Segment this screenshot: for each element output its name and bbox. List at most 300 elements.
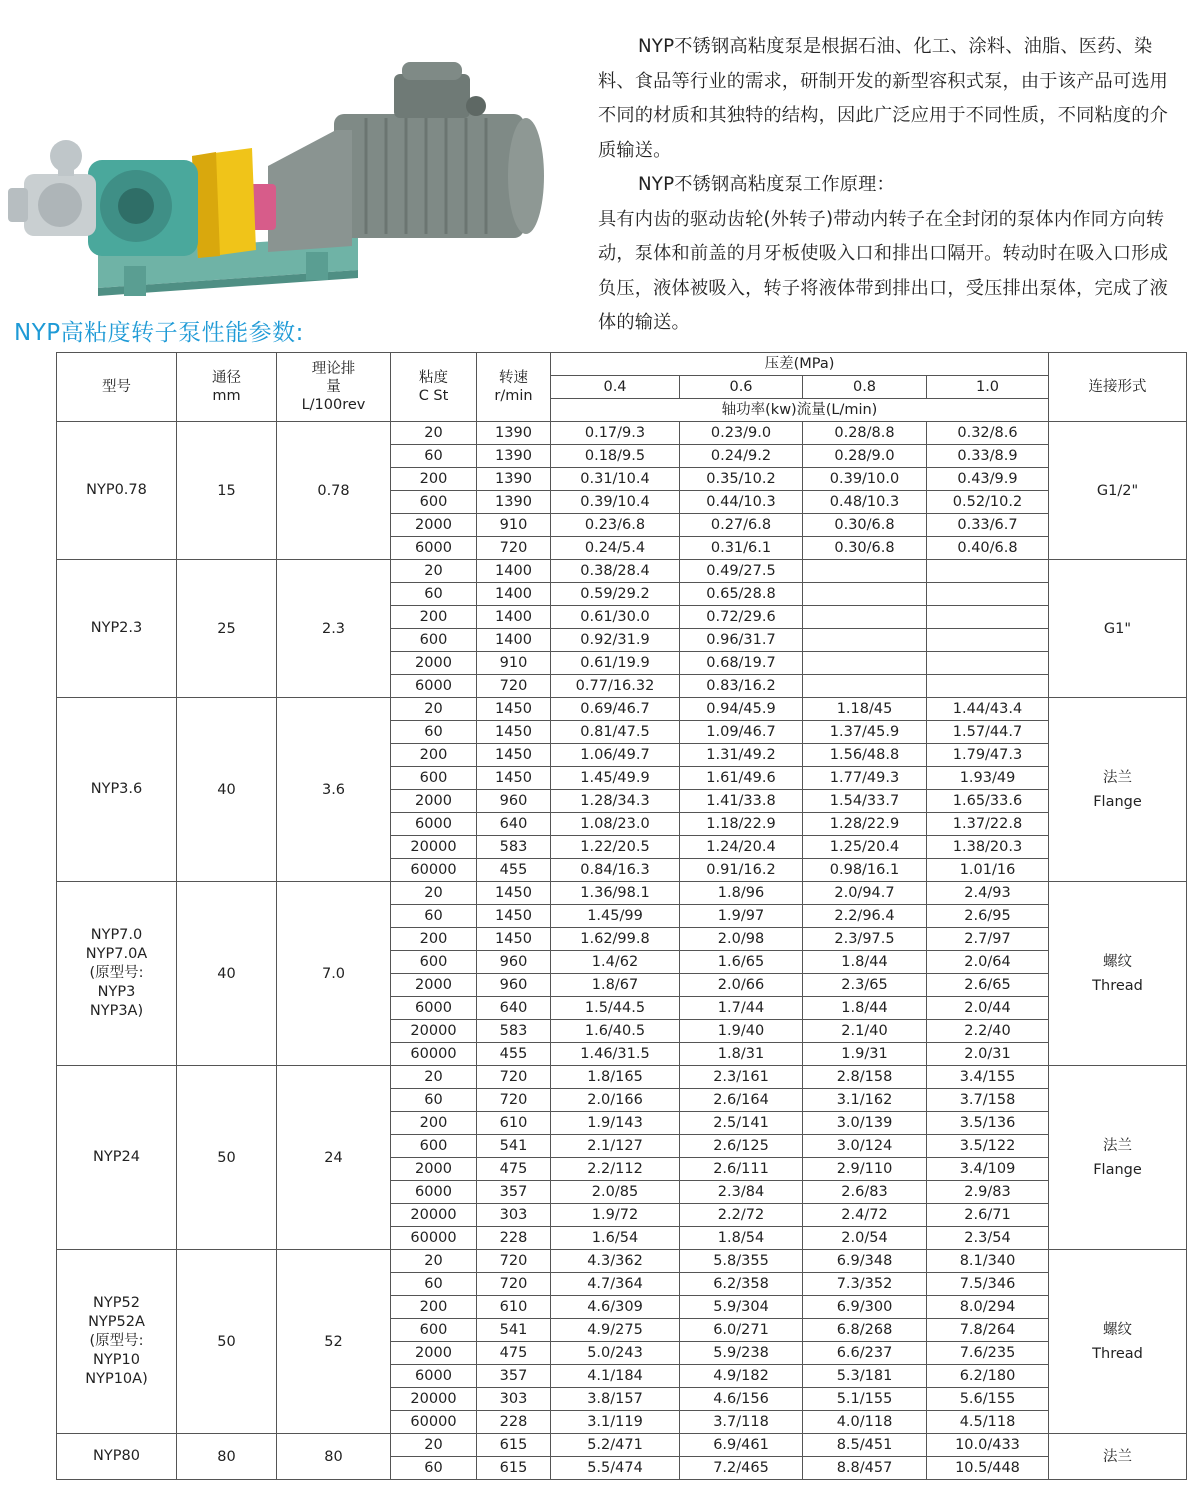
speed-cell: 583 xyxy=(477,1020,551,1043)
table-row xyxy=(57,422,1187,445)
viscosity-cell: 20 xyxy=(391,1250,477,1273)
model-line: NYP80 xyxy=(93,1448,140,1464)
model-cell xyxy=(57,1250,177,1434)
model-cell xyxy=(57,560,177,698)
viscosity-cell: 60 xyxy=(391,1457,477,1480)
viscosity-cell: 6000 xyxy=(391,675,477,698)
pressure-1-0-cell: 6.2/180 xyxy=(927,1365,1049,1388)
pressure-1-0-cell: 1.57/44.7 xyxy=(927,721,1049,744)
speed-cell: 1450 xyxy=(477,767,551,790)
displacement-cell: 7.0 xyxy=(277,882,391,1066)
pressure-0-6-cell: 1.24/20.4 xyxy=(680,836,803,859)
pressure-0-4-cell: 1.45/99 xyxy=(551,905,680,928)
pressure-0-6-cell: 5.9/238 xyxy=(680,1342,803,1365)
pressure-0-8-cell: 4.0/118 xyxy=(803,1411,927,1434)
pressure-1-0-cell: 2.6/65 xyxy=(927,974,1049,997)
connection-cell xyxy=(1049,1250,1187,1434)
pressure-0-8-cell: 1.9/31 xyxy=(803,1043,927,1066)
header-visc-line1: 粘度 xyxy=(419,370,448,386)
pressure-0-8-cell: 1.77/49.3 xyxy=(803,767,927,790)
intro-paragraph-2: 具有内齿的驱动齿轮(外转子)带动内转子在全封闭的泵体内作同方向转动，泵体和前盖的月牙板使吸入口和排出口隔开。转动时在吸入口形成负压，液体被吸入，转子将液体带到排出口，受压排出泵体，完成了液体的输送。 xyxy=(598,208,1169,333)
pressure-0-8-cell: 3.0/124 xyxy=(803,1135,927,1158)
pressure-0-4-cell: 1.8/165 xyxy=(551,1066,680,1089)
pressure-0-4-cell: 0.61/30.0 xyxy=(551,606,680,629)
pressure-0-4-cell: 0.77/16.32 xyxy=(551,675,680,698)
viscosity-cell: 600 xyxy=(391,1135,477,1158)
pressure-1-0-cell: 3.7/158 xyxy=(927,1089,1049,1112)
viscosity-cell: 60000 xyxy=(391,1411,477,1434)
speed-cell: 640 xyxy=(477,997,551,1020)
pressure-0-6-cell: 2.0/66 xyxy=(680,974,803,997)
viscosity-cell: 20000 xyxy=(391,1204,477,1227)
pressure-0-4-cell: 0.59/29.2 xyxy=(551,583,680,606)
pressure-0-8-cell: 2.0/94.7 xyxy=(803,882,927,905)
displacement-cell: 0.78 xyxy=(277,422,391,560)
pressure-0-8-cell: 1.54/33.7 xyxy=(803,790,927,813)
pressure-0-6-cell: 2.3/161 xyxy=(680,1066,803,1089)
pressure-1-0-cell: 3.5/122 xyxy=(927,1135,1049,1158)
intro-paragraph-1: NYP不锈钢高粘度泵是根据石油、化工、涂料、油脂、医药、染料、食品等行业的需求，研制开发的新型容积式泵，由于该产品可选用不同的材质和其独特的结构，因此广泛应用于不同性质，不同粘度的介质输送。 xyxy=(598,36,1169,161)
header-bore xyxy=(177,353,277,422)
viscosity-cell: 2000 xyxy=(391,790,477,813)
speed-cell: 541 xyxy=(477,1319,551,1342)
speed-cell: 1400 xyxy=(477,606,551,629)
connection-cell xyxy=(1049,882,1187,1066)
model-line: NYP10 xyxy=(93,1352,140,1368)
pressure-1-0-cell: 1.01/16 xyxy=(927,859,1049,882)
viscosity-cell: 2000 xyxy=(391,652,477,675)
speed-cell: 1390 xyxy=(477,468,551,491)
speed-cell: 720 xyxy=(477,1066,551,1089)
header-bore-line2: mm xyxy=(212,388,241,404)
pressure-0-4-cell: 4.6/309 xyxy=(551,1296,680,1319)
pressure-0-6-cell: 5.9/304 xyxy=(680,1296,803,1319)
pressure-0-4-cell: 2.0/85 xyxy=(551,1181,680,1204)
viscosity-cell: 20000 xyxy=(391,1020,477,1043)
bore-cell: 40 xyxy=(177,882,277,1066)
model-line: NYP10A) xyxy=(85,1371,148,1387)
pressure-0-6-cell: 1.6/65 xyxy=(680,951,803,974)
pump-product-photo xyxy=(6,56,562,310)
performance-table xyxy=(56,352,1187,1480)
pressure-0-8-cell: 6.9/348 xyxy=(803,1250,927,1273)
pressure-1-0-cell: 2.9/83 xyxy=(927,1181,1049,1204)
pressure-0-6-cell: 2.3/84 xyxy=(680,1181,803,1204)
pressure-0-8-cell: 2.9/110 xyxy=(803,1158,927,1181)
viscosity-cell: 60 xyxy=(391,721,477,744)
speed-cell: 960 xyxy=(477,790,551,813)
displacement-cell: 80 xyxy=(277,1434,391,1480)
pressure-0-6-cell: 1.8/54 xyxy=(680,1227,803,1250)
connection-line: Thread xyxy=(1092,977,1143,994)
pressure-0-8-cell xyxy=(803,560,927,583)
speed-cell: 720 xyxy=(477,537,551,560)
bore-cell: 50 xyxy=(177,1250,277,1434)
pressure-0-4-cell: 2.0/166 xyxy=(551,1089,680,1112)
connection-line: 法兰 xyxy=(1103,1448,1132,1465)
pressure-1-0-cell: 0.33/6.7 xyxy=(927,514,1049,537)
pressure-0-4-cell: 1.6/40.5 xyxy=(551,1020,680,1043)
bore-cell: 80 xyxy=(177,1434,277,1480)
pressure-0-8-cell: 6.8/268 xyxy=(803,1319,927,1342)
viscosity-cell: 60 xyxy=(391,1089,477,1112)
connection-cell xyxy=(1049,1434,1187,1480)
speed-cell: 228 xyxy=(477,1227,551,1250)
pressure-1-0-cell: 0.43/9.9 xyxy=(927,468,1049,491)
model-cell xyxy=(57,882,177,1066)
model-line: NYP52A xyxy=(88,1314,145,1330)
pressure-1-0-cell: 1.44/43.4 xyxy=(927,698,1049,721)
product-description xyxy=(598,30,1184,341)
pressure-0-6-cell: 2.6/164 xyxy=(680,1089,803,1112)
speed-cell: 1390 xyxy=(477,445,551,468)
model-line: NYP2.3 xyxy=(90,620,143,636)
pressure-1-0-cell xyxy=(927,652,1049,675)
pressure-1-0-cell xyxy=(927,560,1049,583)
table-row xyxy=(57,1066,1187,1089)
header-model: 型号 xyxy=(57,353,177,422)
pressure-0-8-cell xyxy=(803,606,927,629)
bore-cell: 50 xyxy=(177,1066,277,1250)
speed-cell: 228 xyxy=(477,1411,551,1434)
speed-cell: 357 xyxy=(477,1181,551,1204)
viscosity-cell: 60 xyxy=(391,905,477,928)
viscosity-cell: 6000 xyxy=(391,1365,477,1388)
bore-cell: 15 xyxy=(177,422,277,560)
model-line: NYP3 xyxy=(97,984,136,1000)
pressure-1-0-cell: 1.79/47.3 xyxy=(927,744,1049,767)
pressure-0-4-cell: 1.9/72 xyxy=(551,1204,680,1227)
pressure-0-8-cell: 0.30/6.8 xyxy=(803,537,927,560)
pressure-0-4-cell: 1.28/34.3 xyxy=(551,790,680,813)
pressure-0-8-cell: 6.9/300 xyxy=(803,1296,927,1319)
table-row xyxy=(57,882,1187,905)
pressure-0-8-cell: 2.1/40 xyxy=(803,1020,927,1043)
pressure-0-8-cell: 0.28/9.0 xyxy=(803,445,927,468)
pressure-0-4-cell: 0.92/31.9 xyxy=(551,629,680,652)
pressure-0-4-cell: 5.0/243 xyxy=(551,1342,680,1365)
model-cell xyxy=(57,422,177,560)
pressure-1-0-cell: 3.4/155 xyxy=(927,1066,1049,1089)
pressure-0-6-cell: 0.27/6.8 xyxy=(680,514,803,537)
connection-line: G1" xyxy=(1103,620,1132,637)
pressure-0-8-cell xyxy=(803,583,927,606)
pressure-0-4-cell: 0.31/10.4 xyxy=(551,468,680,491)
speed-cell: 1400 xyxy=(477,583,551,606)
header-disp-line3: L/100rev xyxy=(301,397,366,413)
pressure-0-4-cell: 1.45/49.9 xyxy=(551,767,680,790)
connection-cell xyxy=(1049,560,1187,698)
pressure-1-0-cell: 1.37/22.8 xyxy=(927,813,1049,836)
displacement-cell: 2.3 xyxy=(277,560,391,698)
displacement-cell: 52 xyxy=(277,1250,391,1434)
pressure-1-0-cell: 2.0/31 xyxy=(927,1043,1049,1066)
viscosity-cell: 60000 xyxy=(391,859,477,882)
pressure-0-4-cell: 1.6/54 xyxy=(551,1227,680,1250)
speed-cell: 960 xyxy=(477,974,551,997)
connection-cell xyxy=(1049,422,1187,560)
pressure-1-0-cell: 8.0/294 xyxy=(927,1296,1049,1319)
connection-line: 法兰 xyxy=(1103,769,1132,786)
connection-line: 螺纹 xyxy=(1103,1321,1132,1338)
pressure-0-6-cell: 2.2/72 xyxy=(680,1204,803,1227)
displacement-cell: 24 xyxy=(277,1066,391,1250)
pressure-1-0-cell: 0.33/8.9 xyxy=(927,445,1049,468)
pressure-0-8-cell: 1.18/45 xyxy=(803,698,927,721)
viscosity-cell: 2000 xyxy=(391,1342,477,1365)
pressure-1-0-cell: 2.7/97 xyxy=(927,928,1049,951)
pressure-0-6-cell: 4.9/182 xyxy=(680,1365,803,1388)
header-disp-line1: 理论排 xyxy=(311,361,356,377)
pressure-0-6-cell: 1.61/49.6 xyxy=(680,767,803,790)
viscosity-cell: 20 xyxy=(391,882,477,905)
model-line: NYP52 xyxy=(93,1295,140,1311)
pressure-1-0-cell: 10.5/448 xyxy=(927,1457,1049,1480)
speed-cell: 615 xyxy=(477,1434,551,1457)
pressure-0-6-cell: 3.7/118 xyxy=(680,1411,803,1434)
pressure-0-8-cell: 1.28/22.9 xyxy=(803,813,927,836)
header-speed-line2: r/min xyxy=(494,388,533,404)
viscosity-cell: 600 xyxy=(391,1319,477,1342)
pressure-0-8-cell: 1.8/44 xyxy=(803,997,927,1020)
pressure-1-0-cell: 5.6/155 xyxy=(927,1388,1049,1411)
pressure-1-0-cell xyxy=(927,606,1049,629)
model-line: (原型号: xyxy=(89,1333,144,1349)
pressure-0-8-cell: 1.8/44 xyxy=(803,951,927,974)
pressure-0-8-cell: 0.98/16.1 xyxy=(803,859,927,882)
viscosity-cell: 200 xyxy=(391,468,477,491)
connection-line: Flange xyxy=(1093,1161,1142,1178)
model-line: NYP7.0 xyxy=(90,927,143,943)
pressure-0-6-cell: 2.6/111 xyxy=(680,1158,803,1181)
viscosity-cell: 200 xyxy=(391,928,477,951)
pressure-1-0-cell: 1.65/33.6 xyxy=(927,790,1049,813)
pressure-0-4-cell: 0.24/5.4 xyxy=(551,537,680,560)
pressure-1-0-cell: 2.3/54 xyxy=(927,1227,1049,1250)
pressure-0-8-cell: 2.3/97.5 xyxy=(803,928,927,951)
header-bore-line1: 通径 xyxy=(212,370,241,386)
pressure-0-6-cell: 6.2/358 xyxy=(680,1273,803,1296)
viscosity-cell: 20 xyxy=(391,422,477,445)
pressure-1-0-cell: 3.5/136 xyxy=(927,1112,1049,1135)
model-cell xyxy=(57,1066,177,1250)
pressure-1-0-cell: 2.0/64 xyxy=(927,951,1049,974)
table-row xyxy=(57,1434,1187,1457)
speed-cell: 640 xyxy=(477,813,551,836)
pressure-0-4-cell: 3.1/119 xyxy=(551,1411,680,1434)
viscosity-cell: 6000 xyxy=(391,537,477,560)
speed-cell: 475 xyxy=(477,1342,551,1365)
pressure-0-8-cell: 0.48/10.3 xyxy=(803,491,927,514)
speed-cell: 455 xyxy=(477,1043,551,1066)
header-pressure-0-6: 0.6 xyxy=(680,376,803,399)
pressure-0-4-cell: 0.84/16.3 xyxy=(551,859,680,882)
pressure-0-6-cell: 1.09/46.7 xyxy=(680,721,803,744)
pressure-0-8-cell xyxy=(803,629,927,652)
pressure-0-4-cell: 4.1/184 xyxy=(551,1365,680,1388)
header-pressure-1-0: 1.0 xyxy=(927,376,1049,399)
speed-cell: 720 xyxy=(477,1273,551,1296)
viscosity-cell: 6000 xyxy=(391,1181,477,1204)
header-pressure-0-4: 0.4 xyxy=(551,376,680,399)
speed-cell: 720 xyxy=(477,675,551,698)
pressure-0-6-cell: 7.2/465 xyxy=(680,1457,803,1480)
header-displacement xyxy=(277,353,391,422)
pressure-0-4-cell: 0.81/47.5 xyxy=(551,721,680,744)
pressure-0-4-cell: 0.39/10.4 xyxy=(551,491,680,514)
speed-cell: 720 xyxy=(477,1250,551,1273)
pressure-0-8-cell: 2.3/65 xyxy=(803,974,927,997)
pressure-0-6-cell: 0.44/10.3 xyxy=(680,491,803,514)
pressure-0-8-cell: 0.28/8.8 xyxy=(803,422,927,445)
speed-cell: 610 xyxy=(477,1112,551,1135)
model-cell xyxy=(57,1434,177,1480)
pressure-0-4-cell: 1.36/98.1 xyxy=(551,882,680,905)
pressure-1-0-cell: 0.40/6.8 xyxy=(927,537,1049,560)
viscosity-cell: 600 xyxy=(391,951,477,974)
speed-cell: 583 xyxy=(477,836,551,859)
viscosity-cell: 2000 xyxy=(391,974,477,997)
pressure-0-8-cell: 2.0/54 xyxy=(803,1227,927,1250)
speed-cell: 1450 xyxy=(477,905,551,928)
pressure-0-6-cell: 1.9/97 xyxy=(680,905,803,928)
header-connection: 连接形式 xyxy=(1049,353,1187,422)
viscosity-cell: 200 xyxy=(391,1112,477,1135)
pressure-0-6-cell: 0.23/9.0 xyxy=(680,422,803,445)
pressure-1-0-cell: 8.1/340 xyxy=(927,1250,1049,1273)
pressure-1-0-cell: 2.2/40 xyxy=(927,1020,1049,1043)
pressure-1-0-cell xyxy=(927,675,1049,698)
speed-cell: 303 xyxy=(477,1388,551,1411)
speed-cell: 1450 xyxy=(477,698,551,721)
pressure-0-8-cell: 8.5/451 xyxy=(803,1434,927,1457)
pressure-0-4-cell: 0.23/6.8 xyxy=(551,514,680,537)
table-row xyxy=(57,1250,1187,1273)
principle-title: NYP不锈钢高粘度泵工作原理： xyxy=(638,174,895,195)
pressure-0-8-cell: 6.6/237 xyxy=(803,1342,927,1365)
model-line: NYP3.6 xyxy=(90,781,143,797)
pressure-0-4-cell: 2.2/112 xyxy=(551,1158,680,1181)
viscosity-cell: 2000 xyxy=(391,1158,477,1181)
header-visc-line2: C St xyxy=(418,388,449,404)
pressure-0-8-cell xyxy=(803,675,927,698)
pressure-0-6-cell: 6.0/271 xyxy=(680,1319,803,1342)
pressure-0-6-cell: 0.72/29.6 xyxy=(680,606,803,629)
pressure-0-6-cell: 0.94/45.9 xyxy=(680,698,803,721)
header-speed xyxy=(477,353,551,422)
speed-cell: 615 xyxy=(477,1457,551,1480)
viscosity-cell: 20 xyxy=(391,698,477,721)
pressure-0-6-cell: 0.24/9.2 xyxy=(680,445,803,468)
viscosity-cell: 20000 xyxy=(391,836,477,859)
pressure-0-6-cell: 1.8/96 xyxy=(680,882,803,905)
pressure-0-6-cell: 1.7/44 xyxy=(680,997,803,1020)
speed-cell: 303 xyxy=(477,1204,551,1227)
pressure-0-8-cell: 8.8/457 xyxy=(803,1457,927,1480)
pressure-0-4-cell: 5.2/471 xyxy=(551,1434,680,1457)
model-line: NYP0.78 xyxy=(86,482,147,498)
pressure-1-0-cell xyxy=(927,629,1049,652)
speed-cell: 910 xyxy=(477,514,551,537)
connection-line: 螺纹 xyxy=(1103,953,1132,970)
model-line: (原型号: xyxy=(89,965,144,981)
viscosity-cell: 2000 xyxy=(391,514,477,537)
section-title: NYP高粘度转子泵性能参数: xyxy=(14,320,304,346)
pressure-0-6-cell: 0.35/10.2 xyxy=(680,468,803,491)
speed-cell: 910 xyxy=(477,652,551,675)
pressure-0-8-cell: 2.4/72 xyxy=(803,1204,927,1227)
pressure-1-0-cell: 2.6/95 xyxy=(927,905,1049,928)
pressure-0-8-cell: 2.2/96.4 xyxy=(803,905,927,928)
pressure-0-4-cell: 4.9/275 xyxy=(551,1319,680,1342)
pressure-0-4-cell: 0.38/28.4 xyxy=(551,560,680,583)
pressure-0-6-cell: 0.91/16.2 xyxy=(680,859,803,882)
viscosity-cell: 60 xyxy=(391,583,477,606)
pressure-0-6-cell: 4.6/156 xyxy=(680,1388,803,1411)
speed-cell: 1400 xyxy=(477,560,551,583)
bore-cell: 25 xyxy=(177,560,277,698)
pressure-1-0-cell: 0.32/8.6 xyxy=(927,422,1049,445)
header-speed-line1: 转速 xyxy=(499,370,528,386)
pressure-1-0-cell: 2.0/44 xyxy=(927,997,1049,1020)
speed-cell: 1450 xyxy=(477,882,551,905)
viscosity-cell: 200 xyxy=(391,744,477,767)
speed-cell: 1400 xyxy=(477,629,551,652)
pressure-0-6-cell: 5.8/355 xyxy=(680,1250,803,1273)
pressure-0-6-cell: 1.31/49.2 xyxy=(680,744,803,767)
connection-cell xyxy=(1049,698,1187,882)
model-cell xyxy=(57,698,177,882)
pressure-1-0-cell: 7.5/346 xyxy=(927,1273,1049,1296)
connection-line: Flange xyxy=(1093,793,1142,810)
viscosity-cell: 200 xyxy=(391,606,477,629)
pressure-0-4-cell: 1.8/67 xyxy=(551,974,680,997)
speed-cell: 1390 xyxy=(477,491,551,514)
pressure-0-4-cell: 0.17/9.3 xyxy=(551,422,680,445)
speed-cell: 475 xyxy=(477,1158,551,1181)
pressure-0-8-cell: 5.3/181 xyxy=(803,1365,927,1388)
pressure-0-8-cell: 1.56/48.8 xyxy=(803,744,927,767)
viscosity-cell: 20 xyxy=(391,1066,477,1089)
pressure-0-4-cell: 2.1/127 xyxy=(551,1135,680,1158)
speed-cell: 720 xyxy=(477,1089,551,1112)
viscosity-cell: 6000 xyxy=(391,813,477,836)
viscosity-cell: 20 xyxy=(391,1434,477,1457)
pressure-0-4-cell: 1.4/62 xyxy=(551,951,680,974)
pressure-1-0-cell: 1.38/20.3 xyxy=(927,836,1049,859)
pressure-0-8-cell: 7.3/352 xyxy=(803,1273,927,1296)
pressure-0-4-cell: 4.3/362 xyxy=(551,1250,680,1273)
connection-line: 法兰 xyxy=(1103,1137,1132,1154)
speed-cell: 357 xyxy=(477,1365,551,1388)
pressure-1-0-cell: 1.93/49 xyxy=(927,767,1049,790)
pressure-0-4-cell: 0.69/46.7 xyxy=(551,698,680,721)
pressure-1-0-cell: 2.6/71 xyxy=(927,1204,1049,1227)
pressure-1-0-cell: 0.52/10.2 xyxy=(927,491,1049,514)
pressure-0-4-cell: 5.5/474 xyxy=(551,1457,680,1480)
viscosity-cell: 600 xyxy=(391,629,477,652)
pressure-0-6-cell: 6.9/461 xyxy=(680,1434,803,1457)
pressure-0-8-cell: 3.0/139 xyxy=(803,1112,927,1135)
pressure-0-8-cell: 2.8/158 xyxy=(803,1066,927,1089)
viscosity-cell: 20 xyxy=(391,560,477,583)
viscosity-cell: 60000 xyxy=(391,1043,477,1066)
pressure-0-6-cell: 1.8/31 xyxy=(680,1043,803,1066)
table-body xyxy=(57,422,1187,1480)
pressure-1-0-cell xyxy=(927,583,1049,606)
table-row xyxy=(57,698,1187,721)
viscosity-cell: 200 xyxy=(391,1296,477,1319)
